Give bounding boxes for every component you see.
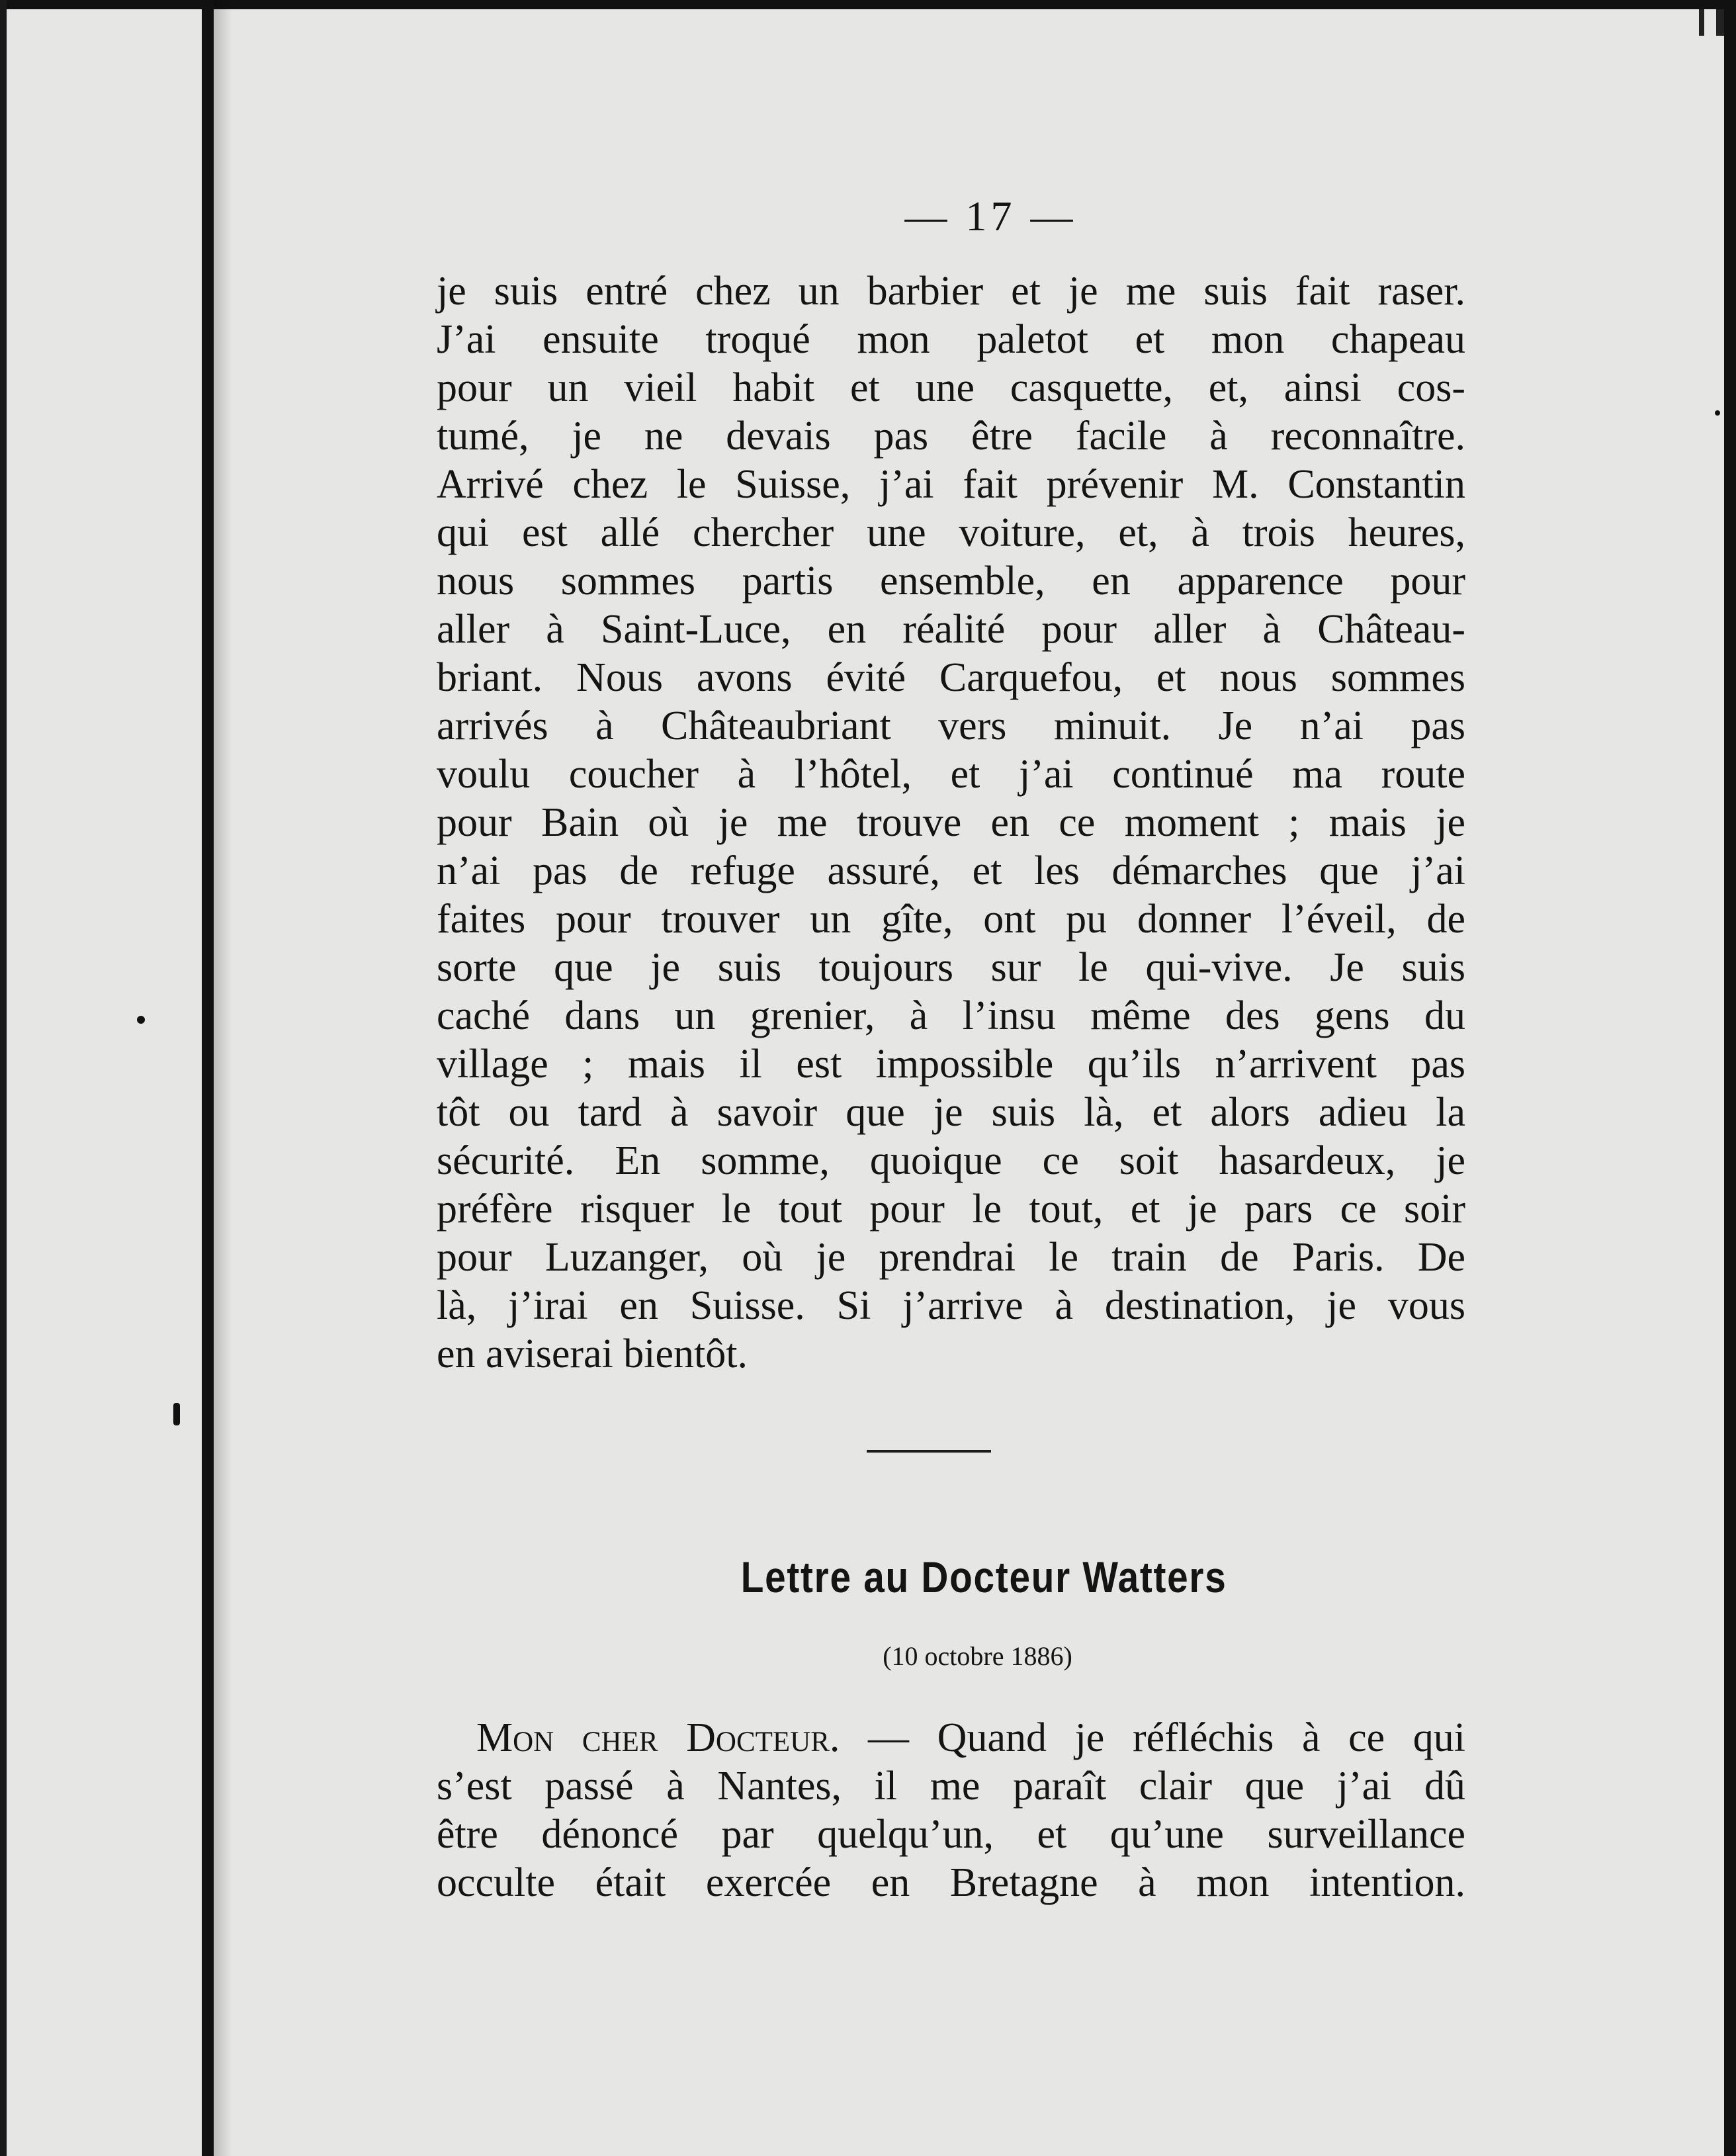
body-line: pour Bain où je me trouve en ce moment ; mais je (437, 800, 1465, 845)
body-line: arrivés à Châteaubriant vers minuit. Je n’ai pas (437, 703, 1465, 748)
speck (173, 1403, 180, 1425)
scan-right-edge (1724, 0, 1736, 2156)
body-line: là, j’irai en Suisse. Si j’arrive à destination, je vous (437, 1283, 1465, 1328)
body-line: J’ai ensuite troqué mon paletot et mon chapeau (437, 317, 1465, 362)
body-line: préfère risquer le tout pour le tout, et je pars ce soir (437, 1187, 1465, 1232)
speck (137, 1016, 145, 1024)
page-content (437, 192, 1465, 1907)
body-line: qui est allé chercher une voiture, et, à trois heures, (437, 510, 1465, 555)
letter-body (437, 1714, 1465, 1907)
spine-gradient (214, 0, 232, 2156)
letter-title: Lettre au Docteur Watters (740, 1552, 1227, 1601)
body-line: sécurité. En somme, quoique ce soit hasardeux, je (437, 1138, 1465, 1183)
page-number: — 17 — (904, 193, 1077, 240)
scan-left-edge (0, 0, 7, 2156)
letter-date: (10 octobre 1886) (883, 1641, 1072, 1671)
letter-line: occulte était exercée en Bretagne à mon intention. (437, 1860, 1465, 1905)
body-line: voulu coucher à l’hôtel, et j’ai continué ma route (437, 752, 1465, 797)
body-line: Arrivé chez le Suisse, j’ai fait prévenir M. Constantin (437, 462, 1465, 507)
letter-salutation: Mon cher Docteur. (476, 1715, 840, 1760)
letter-first-line-text: — Quand je réfléchis à ce qui (840, 1715, 1465, 1760)
letter-line: s’est passé à Nantes, il me paraît clair que j’ai dû (437, 1764, 1465, 1809)
body-line: n’ai pas de refuge assuré, et les démarches que j’ai (437, 848, 1465, 893)
section-divider (867, 1450, 991, 1453)
body-line: nous sommes partis ensemble, en apparence pour (437, 559, 1465, 604)
body-line: sorte que je suis toujours sur le qui-vive. Je suis (437, 945, 1465, 990)
body-line: aller à Saint-Luce, en réalité pour aller à Château- (437, 607, 1465, 652)
book-spine-shadow (202, 0, 214, 2156)
body-line: caché dans un grenier, à l’insu même des gens du (437, 993, 1465, 1038)
body-line: briant. Nous avons évité Carquefou, et nous sommes (437, 655, 1465, 700)
body-line: village ; mais il est impossible qu’ils n’arrivent pas (437, 1042, 1465, 1087)
body-paragraph (437, 267, 1465, 1378)
scan-top-edge (0, 0, 1736, 9)
letter-line: être dénoncé par quelqu’un, et qu’une surveillance (437, 1812, 1465, 1857)
letter-first-line (437, 1714, 1465, 1762)
corner-marks (1651, 9, 1724, 36)
body-line: faites pour trouver un gîte, ont pu donner l’éveil, de (437, 897, 1465, 942)
speck (1715, 410, 1720, 416)
body-line: je suis entré chez un barbier et je me suis fait raser. (437, 269, 1465, 314)
body-line: pour un vieil habit et une casquette, et, ainsi cos- (437, 365, 1465, 410)
body-line: en aviserai bientôt. (437, 1331, 748, 1376)
body-line: pour Luzanger, où je prendrai le train de Paris. De (437, 1235, 1465, 1280)
body-line: tôt ou tard à savoir que je suis là, et alors adieu la (437, 1090, 1465, 1135)
body-line: tumé, je ne devais pas être facile à reconnaître. (437, 414, 1465, 459)
